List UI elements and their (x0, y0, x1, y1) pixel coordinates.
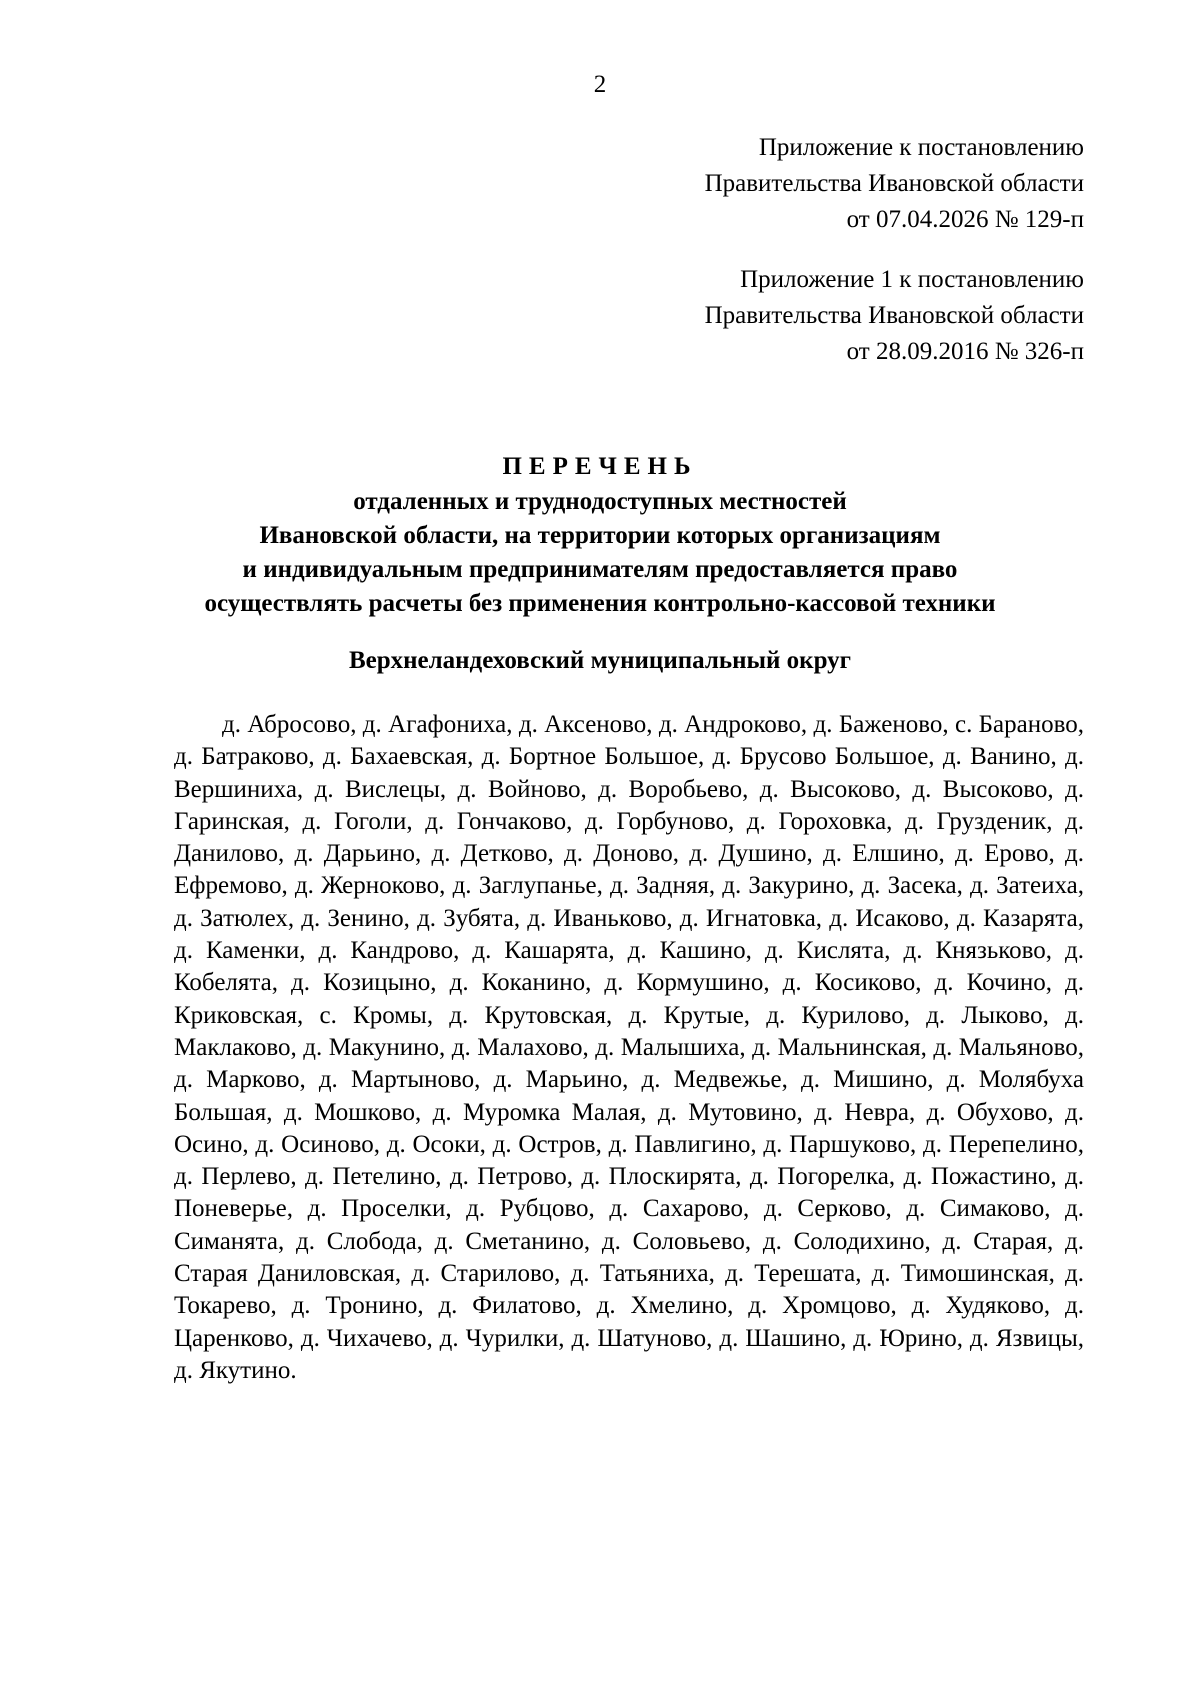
heading-line3: и индивидуальным предпринимателям предоставляется право (242, 556, 958, 583)
appendix-original-line1: Приложение 1 к постановлению (740, 266, 1084, 293)
heading-line4: осуществлять расчеты без применения контрольно-кассовой техники (204, 590, 996, 617)
localities-list (174, 709, 1084, 1387)
heading-line2: Ивановской области, на территории которых организациям (259, 522, 941, 549)
localities-paragraph: д. Абросово, д. Агафониха, д. Аксеново, д. Андроково, д. Баженово, с. Бараново, д. Батраково, д. Бахаевская, д. Бортное Большое, д. Брусово Большое, д. Ванино, д. Вершиниха, д. Вислецы, д. Войново, д. Воробьево, д. Высоково, д. Высоково, д. Гаринская, д. Гоголи, д. Гончаково, д. Горбуново, д. Гороховка, д. Грузденик, д. Данилово, д. Дарьино, д. Детково, д. Доново, д. Душино, д. Елшино, д. Ерово, д. Ефремово, д. Жерноково, д. Заглупанье, д. Задняя, д. Закурино, д. Засека, д. Затеиха, д. Затюлех, д. Зенино, д. Зубята, д. Иваньково, д. Игнатовка, д. Исаково, д. Казарята, д. Каменки, д. Кандрово, д. Кашарята, д. Кашино, д. Кислята, д. Князьково, д. Кобелята, д. Козицыно, д. Коканино, д. Кормушино, д. Косиково, д. Кочино, д. Криковская, с. Кромы, д. Крутовская, д. Крутые, д. Курилово, д. Лыково, д. Маклаково, д. Макунино, д. Малахово, д. Малышиха, д. Мальнинская, д. Мальяново, д. Марково, д. Мартыново, д. Марьино, д. Медвежье, д. Мишино, д. Молябуха Большая, д. Мошково, д. Муромка Малая, д. Мутовино, д. Невра, д. Обухово, д. Осино, д. Осиново, д. Осоки, д. Остров, д. Павлигино, д. Паршуково, д. Перепелино, д. Перлево, д. Петелино, д. Петрово, д. Плоскирята, д. Погорелка, д. Пожастино, д. Поневерье, д. Проселки, д. Рубцово, д. Сахарово, д. Серково, д. Симаково, д. Симанята, д. Слобода, д. Сметанино, д. Соловьево, д. Солодихино, д. Старая, д. Старая Даниловская, д. Старилово, д. Татьяниха, д. Терешата, д. Тимошинская, д. Токарево, д. Тронино, д. Филатово, д. Хмелино, д. Хромцово, д. Худяково, д. Царенково, д. Чихачево, д. Чурилки, д. Шатуново, д. Шашино, д. Юрино, д. Язвицы, д. Якутино. (174, 711, 1084, 1384)
appendix-current-line1: Приложение к постановлению (758, 134, 1084, 161)
appendix-current-line3: от 07.04.2026 № 129-п (846, 206, 1084, 233)
document-title: ПЕРЕЧЕНЬ (502, 453, 698, 480)
district-heading: Верхнеландеховский муниципальный округ (348, 647, 852, 674)
appendix-current-line2: Правительства Ивановской области (704, 170, 1084, 197)
heading-line1: отдаленных и труднодоступных местностей (353, 488, 847, 515)
appendix-current-block (705, 130, 1084, 238)
page-number: 2 (593, 71, 607, 98)
appendix-original-line2: Правительства Ивановской области (704, 302, 1084, 329)
appendix-original-block (705, 262, 1084, 370)
document-heading (0, 450, 1200, 621)
appendix-original-line3: от 28.09.2016 № 326-п (846, 338, 1084, 365)
